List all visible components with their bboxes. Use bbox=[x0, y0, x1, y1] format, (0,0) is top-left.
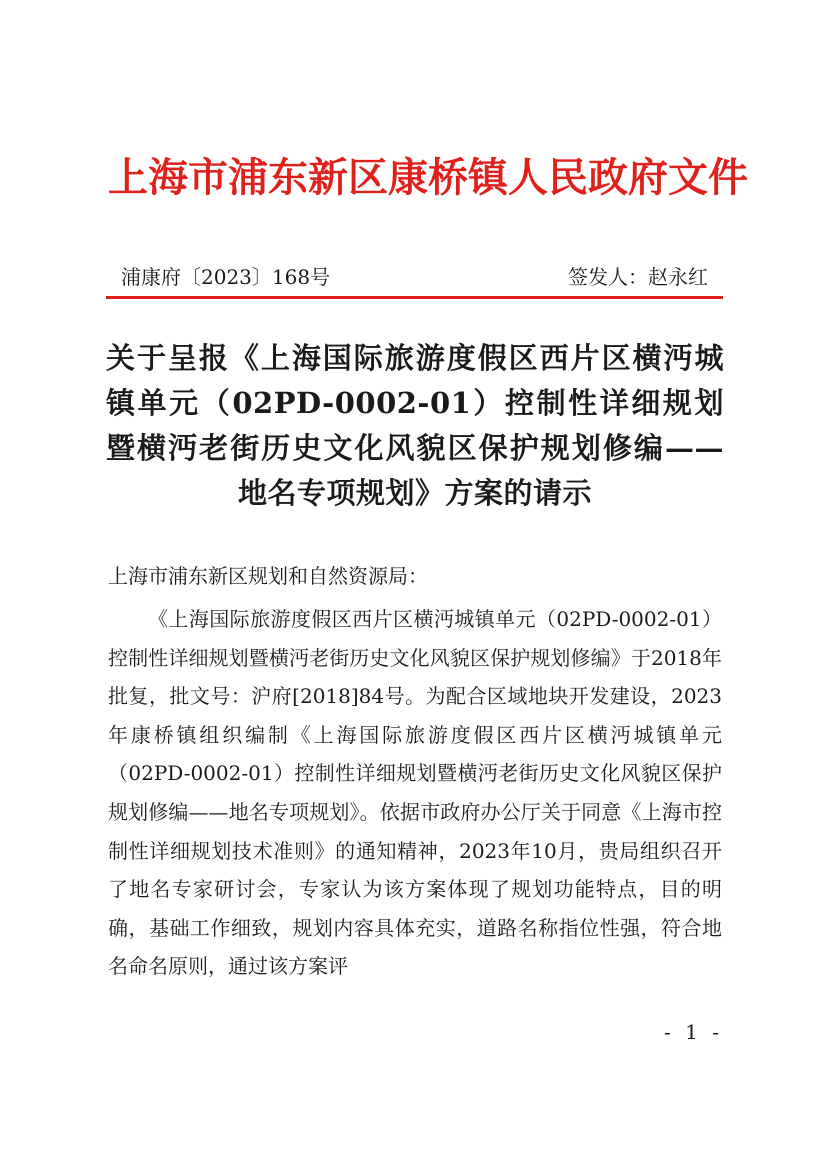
issuer-header: 上海市浦东新区康桥镇人民政府文件 bbox=[108, 155, 748, 201]
signer: 签发人：赵永红 bbox=[568, 265, 708, 289]
addressee: 上海市浦东新区规划和自然资源局： bbox=[108, 564, 428, 588]
red-divider bbox=[106, 296, 723, 299]
document-number: 浦康府〔2023〕168号 bbox=[121, 265, 331, 289]
page-number: - 1 - bbox=[664, 1020, 723, 1044]
document-title: 关于呈报《上海国际旅游度假区西片区横沔城镇单元（02PD-0002-01）控制性详细规划暨横沔老街历史文化风貌区保护规划修编——地名专项规划》方案的请示 bbox=[106, 341, 724, 510]
body-paragraph: 《上海国际旅游度假区西片区横沔城镇单元（02PD-0002-01）控制性详细规划暨横沔老街历史文化风貌区保护规划修编》于2018年批复，批文号：沪府[2018]84号。为配合区域地块开发建设，2023年康桥镇组织编制《上海国际旅游度假区西片区横沔城镇单元（02PD-0002-01）控制性详细规划暨横沔老街历史文化风貌区保护规划修编——地名专项规划》。依据市政府办公厅关于同意《上海市控制性详细规划技术准则》的通知精神，2023年10月，贵局组织召开了地名专家研讨会，专家认为该方案体现了规划功能特点，目的明确，基础工作细致，规划内容具体充实，道路名称指位性强，符合地名命名原则，通过该方案评 bbox=[108, 607, 722, 979]
